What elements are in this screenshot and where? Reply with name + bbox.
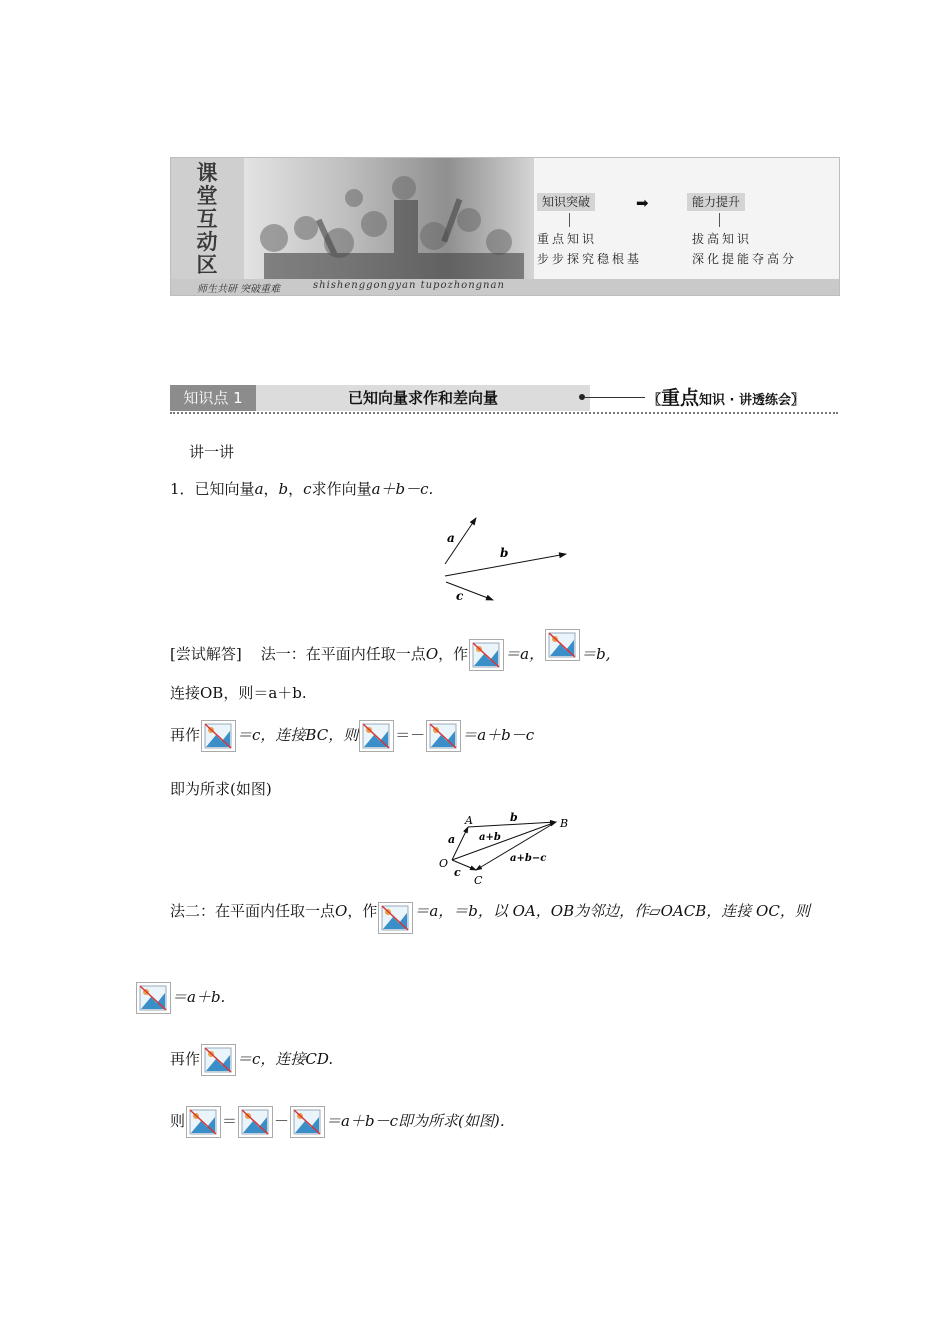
banner-subtitle-cn: 师生共研 突破重难	[197, 284, 281, 295]
image-placeholder-icon	[426, 720, 461, 752]
image-placeholder-icon	[201, 720, 236, 752]
banner-right-line: 拔高知识	[692, 232, 753, 246]
badge-text: 知识 · 讲透练会	[699, 393, 792, 408]
label-c: c	[454, 866, 461, 879]
arrow-right-icon: ➡	[636, 194, 649, 212]
problem-statement: 1．已知向量a，b，c求作向量a＋b－c.	[170, 480, 434, 498]
image-placeholder-icon	[201, 1044, 236, 1076]
banner-title-char: 互	[196, 207, 218, 231]
knowledge-point-tag: 知识点 1	[170, 385, 256, 411]
banner-title-char: 动	[196, 230, 218, 254]
banner-title-char: 课	[196, 161, 218, 185]
label-a-plus-b: a+b	[479, 832, 501, 843]
sum-line: ＝a＋b.	[135, 982, 225, 1014]
section-title: 已知向量求作和差向量	[256, 385, 590, 411]
connector-line	[719, 213, 720, 227]
banner-subtitle-pinyin: shishenggongyan tupozhongnan	[313, 280, 505, 291]
banner-title-column	[171, 158, 244, 279]
badge-bracket: 〗	[791, 393, 805, 408]
solution-method-2: 法二：在平面内任取一点O，作 ＝a，＝b，以 OA，OB为邻边，作▱OACB，连接 OC，则	[170, 900, 810, 934]
divider	[585, 397, 645, 398]
label-A: A	[465, 814, 473, 827]
ability-improvement-chip: 能力提升	[687, 193, 745, 211]
solution-method-1: [尝试解答] 法一：在平面内任取一点O，作 ＝a， ＝b,	[170, 629, 610, 671]
label-b: b	[510, 811, 518, 824]
banner-left-line: 重点知识	[537, 232, 598, 246]
image-placeholder-icon	[359, 720, 394, 752]
triangle-figure	[432, 810, 582, 890]
label-O: O	[439, 857, 449, 870]
classroom-photo	[244, 158, 534, 279]
dotted-divider	[170, 412, 838, 414]
construct-c-line: 再作 ＝c，连接BC，则 ＝－ ＝a＋b－c	[170, 720, 534, 752]
image-placeholder-icon	[186, 1106, 221, 1138]
banner-right-line: 深化提能夺高分	[692, 252, 798, 266]
badge-bracket: 〖	[648, 393, 662, 408]
vectors-figure	[430, 512, 580, 607]
vector-c-arrow	[446, 582, 493, 600]
connect-OB-line: 连接OB，则＝a＋b.	[170, 684, 307, 702]
final-line: 则 ＝ － ＝a＋b－c即为所求(如图)．	[170, 1106, 515, 1138]
section-badge	[648, 385, 804, 411]
subsection-heading: 讲一讲	[189, 443, 235, 461]
label-c: c	[456, 589, 464, 603]
image-placeholder-icon	[238, 1106, 273, 1138]
section-header	[170, 385, 838, 413]
banner-left-line: 步步探究稳根基	[537, 252, 643, 266]
image-placeholder-icon	[545, 629, 580, 661]
label-B: B	[560, 817, 569, 830]
badge-keyword: 重点	[661, 387, 700, 409]
label-C: C	[474, 874, 483, 887]
label-a-plus-b-minus-c: a+b−c	[510, 853, 547, 864]
image-placeholder-icon	[136, 982, 171, 1014]
image-placeholder-icon	[290, 1106, 325, 1138]
banner-title-char: 区	[196, 253, 218, 277]
banner-subtitle-strip	[171, 279, 839, 295]
knowledge-breakthrough-chip: 知识突破	[537, 193, 595, 211]
lesson-banner	[170, 157, 840, 296]
image-placeholder-icon	[469, 639, 504, 671]
connector-line	[569, 213, 570, 227]
label-a: a	[447, 531, 455, 545]
label-a: a	[448, 833, 456, 846]
result-line: 即为所求(如图)	[170, 780, 272, 798]
label-b: b	[500, 546, 509, 560]
banner-title-char: 堂	[196, 184, 218, 208]
image-placeholder-icon	[378, 902, 413, 934]
construct-cd-line: 再作 ＝c，连接CD.	[170, 1044, 333, 1076]
